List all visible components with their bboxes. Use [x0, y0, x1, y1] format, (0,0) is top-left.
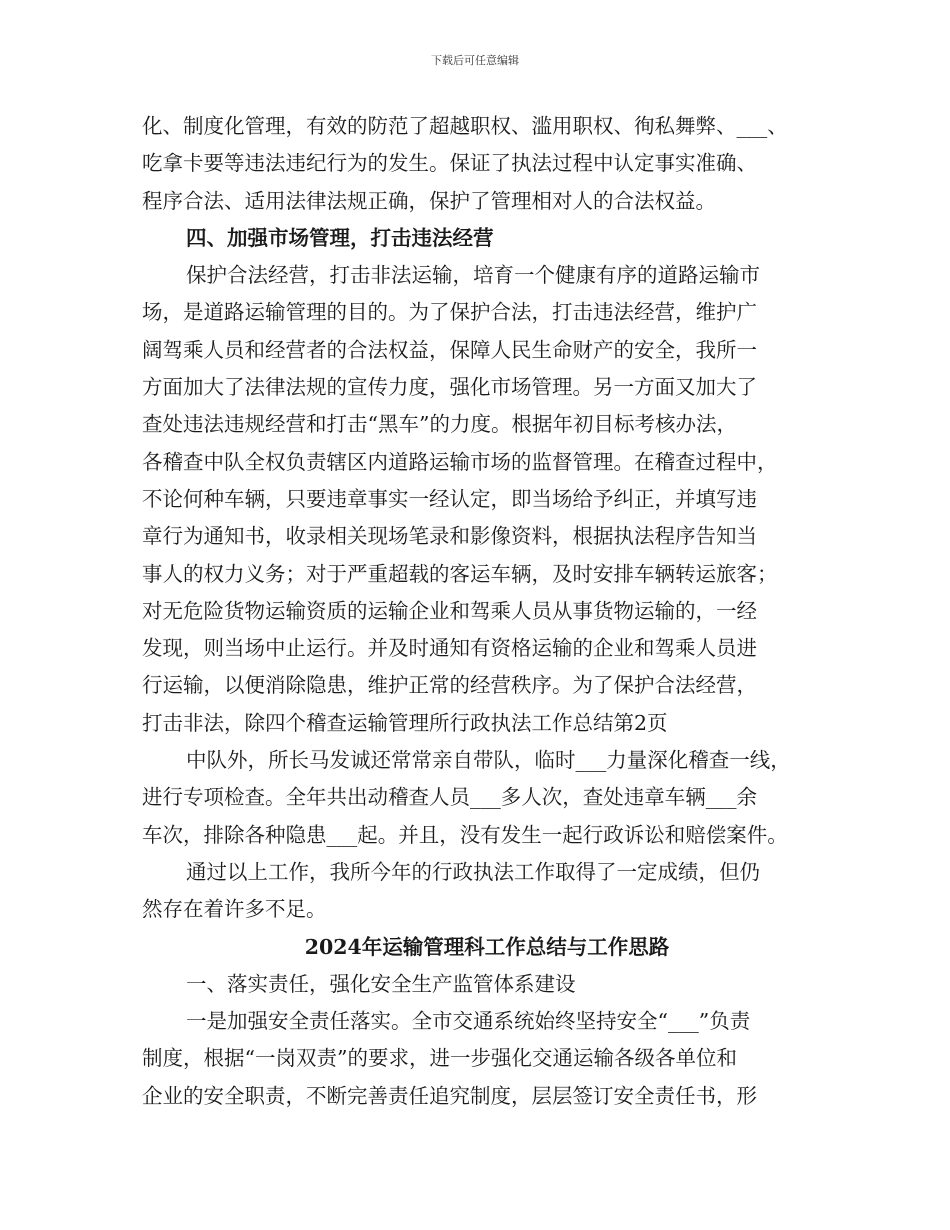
body-line: 进行专项检查。全年共出动稽查人员___多人次，查处违章车辆___余 — [142, 785, 757, 810]
document-body — [142, 108, 832, 1115]
paragraph-start-line: 一是加强安全责任落实。全市交通系统始终坚持安全“___”负责 — [186, 1009, 751, 1034]
paragraph-start-line: 通过以上工作，我所今年的行政执法工作取得了一定成绩，但仍 — [186, 859, 760, 884]
section-heading: 四、加强市场管理，打击违法经营 — [186, 225, 494, 250]
paragraph-start-line: 保护合法经营，打击非法运输，培育一个健康有序的道路运输市 — [186, 263, 760, 288]
body-line: 对无危险货物运输资质的运输企业和驾乘人员从事货物运输的，一经 — [142, 598, 757, 623]
body-line: 不论何种车辆，只要违章事实一经认定，即当场给予纠正，并填写违 — [142, 486, 757, 511]
paragraph-start-line: 中队外，所长马发诚还常常亲自带队，临时___力量深化稽查一线， — [186, 748, 791, 773]
body-line: 化、制度化管理，有效的防范了超越职权、滥用职权、徇私舞弊、___、 — [142, 114, 788, 138]
section-heading: 一、落实责任，强化安全生产监管体系建设 — [186, 971, 576, 996]
body-line: 发现，则当场中止运行。并及时通知有资格运输的企业和驾乘人员进 — [142, 636, 757, 661]
body-line: 吃拿卡要等违法违纪行为的发生。保证了执法过程中认定事实准确、 — [142, 151, 757, 176]
body-line: 企业的安全职责，不断完善责任追究制度，层层签订安全责任书，形 — [142, 1083, 757, 1108]
body-line: 方面加大了法律法规的宣传力度，强化市场管理。另一方面又加大了 — [142, 375, 757, 400]
body-line: 各稽查中队全权负责辖区内道路运输市场的监督管理。在稽查过程中， — [142, 449, 778, 474]
body-line: 阔驾乘人员和经营者的合法权益，保障人民生命财产的安全，我所一 — [142, 337, 757, 362]
body-line: 事人的权力义务；对于严重超载的客运车辆，及时安排车辆转运旅客； — [142, 561, 778, 586]
body-line: 程序合法、适用法律法规正确，保护了管理相对人的合法权益。 — [142, 188, 716, 213]
body-line: 然存在着许多不足。 — [142, 897, 327, 922]
body-line: 章行为通知书，收录相关现场笔录和影像资料，根据执法程序告知当 — [142, 524, 757, 549]
body-line: 行运输，以便消除隐患，维护正常的经营秩序。为了保护合法经营， — [142, 673, 757, 698]
page-header: 下载后可任意编辑 — [431, 54, 519, 67]
body-line: 制度，根据“一岗双责”的要求，进一步强化交通运输各级各单位和 — [142, 1046, 737, 1071]
body-line: 场，是道路运输管理的目的。为了保护合法，打击违法经营，维护广 — [142, 300, 757, 325]
body-line: 打击非法，除四个稽查运输管理所行政执法工作总结第2页 — [142, 710, 668, 735]
document-title: 2024年运输管理科工作总结与工作思路 — [304, 934, 670, 959]
body-line: 车次，排除各种隐患___起。并且，没有发生一起行政诉讼和赔偿案件。 — [142, 822, 788, 847]
body-line: 查处违法违规经营和打击“黑车”的力度。根据年初目标考核办法， — [142, 412, 737, 437]
